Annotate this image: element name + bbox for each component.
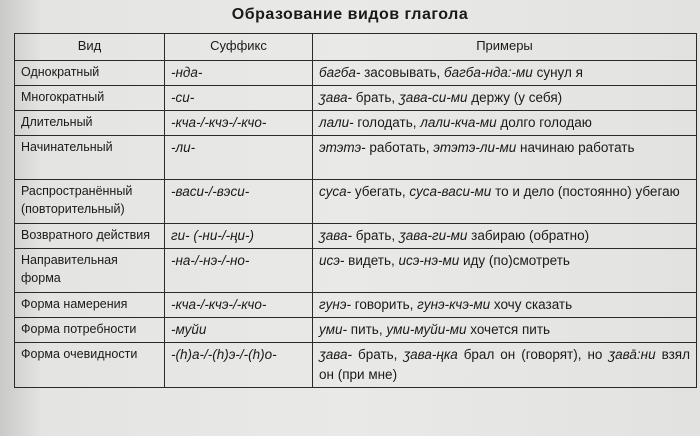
example-word: этэтэ-ли-ми xyxy=(433,140,517,155)
example-word: суса- xyxy=(319,184,352,199)
suffix-cell: -ли- xyxy=(165,136,313,180)
table-row xyxy=(15,86,697,111)
example-word: багба- xyxy=(319,65,361,80)
aspect-name-cell: Однократный xyxy=(15,61,165,86)
examples-cell xyxy=(313,111,697,136)
example-gloss: убегать, xyxy=(351,184,410,199)
suffix-cell: -кча-/-кчэ-/-кчо- xyxy=(165,293,313,318)
aspect-name-cell: Направительная форма xyxy=(15,249,165,293)
examples-cell xyxy=(313,136,697,180)
suffix-cell: -кча-/-кчэ-/-кчо- xyxy=(165,111,313,136)
example-gloss: долго голодаю xyxy=(496,115,592,130)
example-gloss: голодать, xyxy=(353,115,421,130)
table-row xyxy=(15,293,697,318)
example-gloss: сунул я xyxy=(532,65,583,80)
header-suffix: Суффикс xyxy=(165,34,313,61)
example-word: ʒава- xyxy=(319,90,353,105)
aspect-name-cell: Начинательный xyxy=(15,136,165,180)
example-gloss: держу (у себя) xyxy=(467,90,563,105)
examples-cell xyxy=(313,318,697,343)
example-gloss: брать, xyxy=(352,347,404,362)
aspect-name-cell: Многократный xyxy=(15,86,165,111)
examples-cell xyxy=(313,249,697,293)
example-word: ʒава- xyxy=(319,228,353,243)
suffix-cell: -(h)а-/-(h)э-/-(h)о- xyxy=(165,343,313,388)
example-word: исэ-нэ-ми xyxy=(398,253,460,268)
example-word: багба-нда:-ми xyxy=(444,65,533,80)
suffix-cell: -нда- xyxy=(165,61,313,86)
example-gloss: брал он (говорят), но xyxy=(457,347,609,362)
example-gloss: хочется пить xyxy=(466,322,551,337)
table-body xyxy=(15,61,697,388)
example-word: уми- xyxy=(319,322,348,337)
example-word: лали-кча-ми xyxy=(420,115,497,130)
verb-aspects-table xyxy=(14,33,697,388)
table-row xyxy=(15,136,697,180)
aspect-name-cell: Возвратного действия xyxy=(15,224,165,249)
page-title: Образование видов глагола xyxy=(231,6,469,23)
examples-cell xyxy=(313,343,697,388)
example-gloss: работать, xyxy=(365,140,434,155)
table-row xyxy=(15,249,697,293)
example-word: ʒава̄:ни xyxy=(608,347,656,362)
table-row xyxy=(15,318,697,343)
example-word: ʒава-ңка xyxy=(403,347,458,362)
examples-cell xyxy=(313,293,697,318)
example-word: ʒава- xyxy=(319,347,353,362)
aspect-name-cell: Распространённый (повторительный) xyxy=(15,180,165,224)
examples-cell xyxy=(313,61,697,86)
example-gloss: хочу сказать xyxy=(490,297,573,312)
example-gloss: брать, xyxy=(352,90,399,105)
examples-cell xyxy=(313,180,697,224)
table-row xyxy=(15,180,697,224)
aspect-name-cell: Форма потребности xyxy=(15,318,165,343)
examples-cell xyxy=(313,86,697,111)
example-gloss: то и дело (постоянно) убегаю xyxy=(491,184,680,199)
example-word: гунэ-кчэ-ми xyxy=(417,297,491,312)
example-word: ʒава-ги-ми xyxy=(398,228,468,243)
example-word: исэ- xyxy=(319,253,345,268)
example-word: ʒава-си-ми xyxy=(398,90,468,105)
table-row xyxy=(15,61,697,86)
suffix-cell: ги- (-ни-/-ңи-) xyxy=(165,224,313,249)
header-aspect: Вид xyxy=(15,34,165,61)
example-gloss: видеть, xyxy=(344,253,399,268)
suffix-cell: -васи-/-вэси- xyxy=(165,180,313,224)
suffix-cell: -си- xyxy=(165,86,313,111)
example-gloss: забираю (обратно) xyxy=(467,228,590,243)
table-row xyxy=(15,111,697,136)
example-word: лали- xyxy=(319,115,354,130)
example-gloss: засовывать, xyxy=(360,65,445,80)
example-gloss: говорить, xyxy=(350,297,418,312)
header-examples: Примеры xyxy=(313,34,697,61)
example-gloss: иду (по)смотреть xyxy=(459,253,570,268)
suffix-cell: -на-/-нэ-/-но- xyxy=(165,249,313,293)
example-word: гунэ- xyxy=(319,297,351,312)
example-gloss: начинаю работать xyxy=(516,140,635,155)
example-gloss: пить, xyxy=(347,322,387,337)
example-word: суса-васи-ми xyxy=(409,184,492,199)
suffix-cell: -муйи xyxy=(165,318,313,343)
table-row xyxy=(15,343,697,388)
example-gloss: брать, xyxy=(352,228,399,243)
example-word: этэтэ- xyxy=(319,140,366,155)
aspect-name-cell: Форма намерения xyxy=(15,293,165,318)
examples-cell xyxy=(313,224,697,249)
aspect-name-cell: Форма очевидности xyxy=(15,343,165,388)
aspect-name-cell: Длительный xyxy=(15,111,165,136)
header-row xyxy=(15,34,697,61)
table-row xyxy=(15,224,697,249)
example-word: уми-муйи-ми xyxy=(386,322,467,337)
example-gloss: взял он (при мне) xyxy=(319,347,690,382)
